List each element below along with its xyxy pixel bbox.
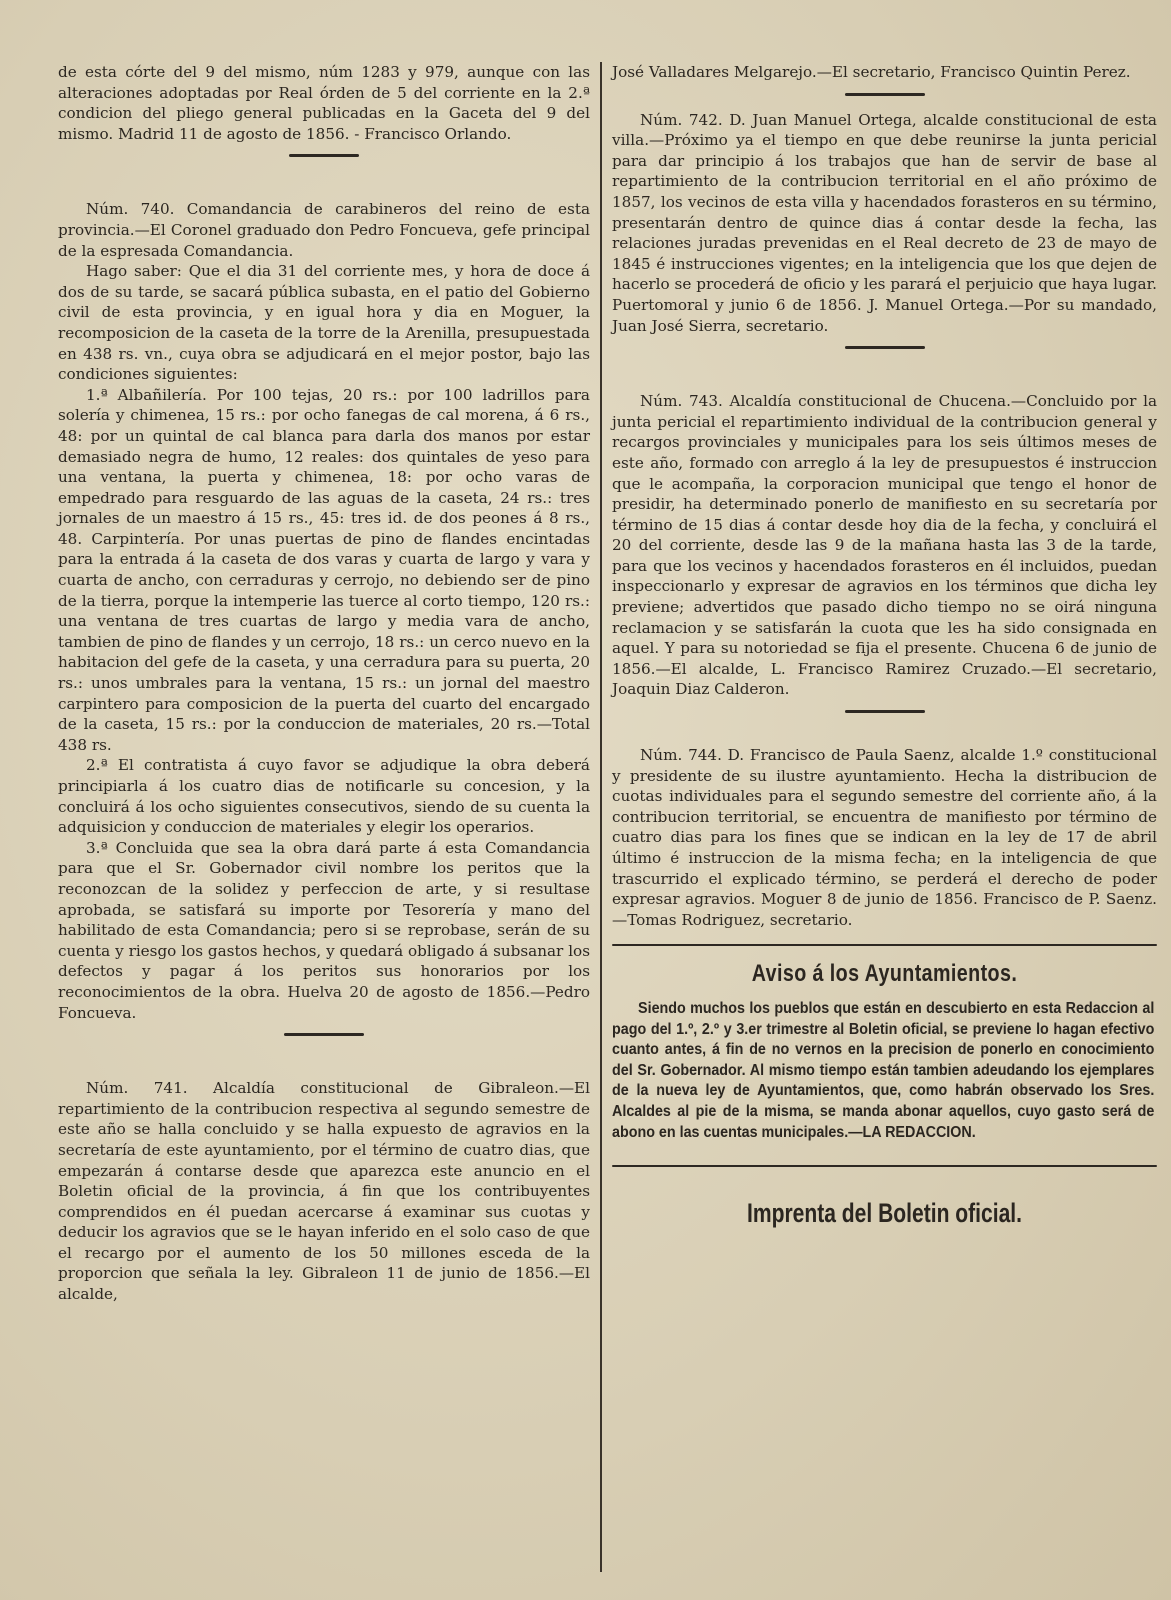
section-rule (845, 93, 925, 96)
aviso-body: Siendo muchos los pueblos que están en descubierto en esta Redaccion al pago del 1.º, 2.º y 3.er trimestre al Boletin oficial, se previene lo hagan efectivo cuanto antes, á fin de no vernos en la precision de ponerlo en conocimiento del Sr. Gobernador. Al mismo tiempo están tambien adeudando los ejemplares de la nueva ley de Ayuntamientos, que, como habrán observado los Sres. Alcaldes al pie de la misma, se manda abonar aquellos, cuyo gasto será de abono en las cuentas municipales.—LA REDACCION. (612, 999, 1155, 1141)
aviso-title: Aviso á los Ayuntamientos. (751, 960, 1018, 988)
printer-imprint: Imprenta del Boletin oficial. (747, 1198, 1022, 1229)
section-rule (289, 154, 359, 157)
section-rule (612, 1165, 1157, 1167)
notice-740-heading: Núm. 740. Comandancia de carabineros del reino de esta provincia.—El Coronel graduado don Pedro Foncueva, gefe principal de la espresada Comandancia. (58, 200, 590, 260)
left-column (58, 62, 590, 1305)
notice-740-condition-3: 3.ª Concluida que sea la obra dará parte á esta Comandancia para que el Sr. Gobernador civil nombre los peritos que la reconozcan de la solidez y perfeccion de arte, y si resultase aprobada, se satisfará su importe por Tesorería y mano del habilitado de esta Comandancia; pero si se reprobase, serán de su cuenta y riesgo los gastos hechos, y quedará obligado á subsanar los defectos y pagar á los peritos sus honorarios por los reconocimientos de la obra. Huelva 20 de agosto de 1856.—Pedro Foncueva. (58, 838, 590, 1022)
notice-741: Núm. 741. Alcaldía constitucional de Gibraleon.—El repartimiento de la contribucion respectiva al segundo semestre de este año se halla concluido y se halla expuesto de agravios en la secretaría de este ayuntamiento, por el término de cuatro dias, que empezarán á contarse desde que aparezca este anuncio en el Boletin oficial de la provincia, á fin que los contribuyentes comprendidos en él puedan acercarse á examinar sus cuotas y deducir los agravios que se le hayan inferido en el solo caso de que el recargo por el aumento de los 50 millones esceda de la proporcion que señala la ley. Gibraleon 11 de junio de 1856.—El alcalde, (58, 1079, 590, 1304)
notice-740-condition-2: 2.ª El contratista á cuyo favor se adjudique la obra deberá principiarla á los cuatro dias de notificarle su concesion, y la concluirá á los ocho siguientes consecutivos, siendo de su cuenta la adquisicion y conduccion de materiales y elegir los operarios. (58, 756, 590, 837)
notice-740-body: Hago saber: Que el dia 31 del corriente mes, y hora de doce á dos de su tarde, se sacará pública subasta, en el patio del Gobierno civil de esta provincia, y en igual hora y dia en Moguer, la recomposicion de la caseta de la torre de la Arenilla, presupuestada en 438 rs. vn., cuya obra se adjudicará en el mejor postor, bajo las condiciones siguientes: (58, 262, 590, 384)
right-column (612, 62, 1157, 1229)
section-rule (284, 1033, 364, 1036)
column-divider (600, 62, 602, 1572)
notice-743: Núm. 743. Alcaldía constitucional de Chucena.—Concluido por la junta pericial el repartimiento individual de la contribucion general y recargos provinciales y municipales para los seis últimos meses de este año, formado con arreglo á la ley de presupuestos é instruccion que le acompaña, la corporacion municipal que tengo el honor de presidir, ha determinado ponerlo de manifiesto en su secretaría por término de 15 dias á contar desde hoy dia de la fecha, y concluirá el 20 del corriente, desde las 9 de la mañana hasta las 3 de la tarde, para que los vecinos y hacendados forasteros en él incluidos, puedan inspeccionarlo y expresar de agravios en los términos que dicha ley previene; advertidos que pasado dicho tiempo no se oirá ninguna reclamacion y se satisfarán la cuota que les ha sido consignada en aquel. Y para su notoriedad se fija el presente. Chucena 6 de junio de 1856.—El alcalde, L. Francisco Ramirez Cruzado.—El secretario, Joaquin Diaz Calderon. (612, 392, 1157, 699)
notice-740-condition-1: 1.ª Albañilería. Por 100 tejas, 20 rs.: por 100 ladrillos para solería y chimenea, 15 rs.: por ocho fanegas de cal morena, á 6 rs., 48: por un quintal de cal blanca para darla dos manos por estar demasiado negra de humo, 12 reales: dos quintales de yeso para una ventana, la puerta y chimenea, 18: por ocho varas de empedrado para resguardo de las aguas de la caseta, 24 rs.: tres jornales de un maestro á 15 rs., 45: tres id. de dos peones á 8 rs., 48. Carpintería. Por unas puertas de pino de flandes encintadas para la entrada á la caseta de dos varas y cuarta de largo y vara y cuarta de ancho, con cerraduras y cerrojo, no debiendo ser de pino de la tierra, porque la intemperie las tuerce al corto tiempo, 120 rs.: una ventana de tres cuartas de largo y media vara de ancho, tambien de pino de flandes y un cerrojo, 18 rs.: un cerco nuevo en la habitacion del gefe de la caseta, y una cerradura para su puerta, 20 rs.: unos umbrales para la ventana, 15 rs.: un jornal del maestro carpintero para composicion de la puerta del cuarto del encargado de la caseta, 15 rs.: por la conduccion de materiales, 20 rs.—Total 438 rs. (58, 385, 590, 754)
continuation-paragraph: de esta córte del 9 del mismo, núm 1283 y 979, aunque con las alteraciones adoptadas por Real órden de 5 del corriente en la 2.ª condicion del pliego general publicadas en la Gaceta del 9 del mismo. Madrid 11 de agosto de 1856. - Francisco Orlando. (58, 63, 590, 143)
section-rule (845, 346, 925, 349)
notice-742: Núm. 742. D. Juan Manuel Ortega, alcalde constitucional de esta villa.—Próximo ya el tiempo en que debe reunirse la junta pericial para dar principio á los trabajos que han de servir de base al repartimiento de la contribucion territorial en el año próximo de 1857, los vecinos de esta villa y hacendados forasteros en su término, presentarán dentro de quince dias á contar desde la fecha, las relaciones juradas prevenidas en el Real decreto de 23 de mayo de 1845 é instrucciones vigentes; en la inteligencia que los que dejen de hacerlo se procederá de oficio y les parará el perjuicio que haya lugar. Puertomoral y junio 6 de 1856. J. Manuel Ortega.—Por su mandado, Juan José Sierra, secretario. (612, 110, 1157, 335)
continuation-paragraph: José Valladares Melgarejo.—El secretario, Francisco Quintin Perez. (612, 63, 1131, 81)
notice-744: Núm. 744. D. Francisco de Paula Saenz, alcalde 1.º constitucional y presidente de su ilustre ayuntamiento. Hecha la distribucion de cuotas individuales para el segundo semestre del corriente año, á la contribucion territorial, se encuentra de manifiesto por término de cuatro dias para los fines que se indican en la ley de 17 de abril último é instruccion de la misma fecha; en la inteligencia de que trascurrido el explicado término, se perderá el derecho de poder expresar agravios. Moguer 8 de junio de 1856. Francisco de P. Saenz.—Tomas Rodriguez, secretario. (612, 746, 1157, 929)
section-rule (612, 944, 1157, 946)
section-rule (845, 710, 925, 713)
